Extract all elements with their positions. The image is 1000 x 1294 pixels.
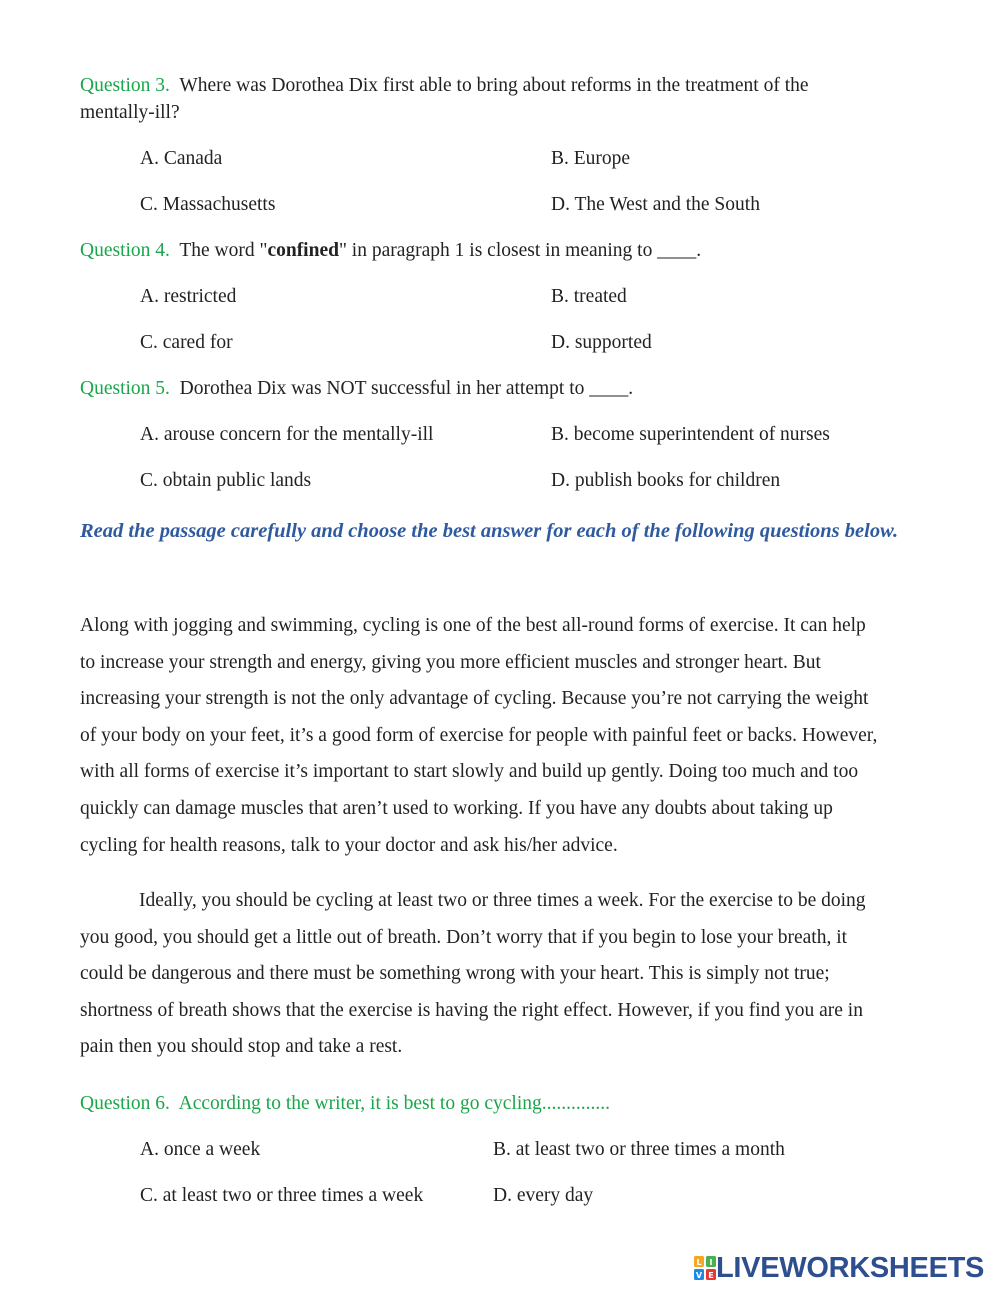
reading-passage-paragraph-2 [80,883,866,1066]
question-3-option-c[interactable]: C. Massachusetts [140,194,276,215]
logo-block-letter-e: E [708,1271,714,1280]
question-4-option-c[interactable]: C. cared for [140,332,233,353]
liveworksheets-logo [694,1253,984,1283]
question-3-option-a[interactable]: A. Canada [140,148,223,169]
question-5-text: Dorothea Dix was NOT successful in her attempt to ____. [179,378,634,399]
question-4-text-pre: The word " [179,240,268,261]
question-5-option-b[interactable]: B. become superintendent of nurses [551,424,830,445]
question-3-option-d[interactable]: D. The West and the South [551,194,760,215]
question-5-option-a[interactable]: A. arouse concern for the mentally-ill [140,424,434,445]
question-3-label: Question 3. [80,75,170,96]
passage-line: quickly can damage muscles that aren’t used to working. If you have any doubts about taking up [80,797,833,819]
question-6-option-a[interactable]: A. once a week [140,1139,261,1160]
liveworksheets-logo-text: LIVEWORKSHEETS [716,1252,985,1284]
question-4-line [80,240,701,262]
question-5-option-c[interactable]: C. obtain public lands [140,470,312,491]
question-4-option-a[interactable]: A. restricted [140,286,237,307]
logo-block-letter-l: L [696,1258,702,1267]
question-5-label: Question 5. [80,378,170,399]
question-4-label: Question 4. [80,240,170,261]
reading-passage-paragraph-1 [80,608,877,864]
passage-line: pain then you should stop and take a rest. [80,1036,403,1058]
question-6-option-c[interactable]: C. at least two or three times a week [140,1185,424,1206]
question-5-option-d[interactable]: D. publish books for children [551,470,781,491]
passage-line: Along with jogging and swimming, cycling is one of the best all-round forms of exercise. It can help [80,615,866,636]
question-6-line [80,1093,610,1115]
logo-block-letter-i: I [709,1258,713,1267]
liveworksheets-logo-icon [694,1256,716,1280]
passage-line: with all forms of exercise it’s important to start slowly and build up gently. Doing too much and too [80,761,859,783]
passage-line: cycling for health reasons, talk to your doctor and ask his/her advice. [80,834,618,856]
question-3-line-2: mentally-ill? [80,102,180,123]
question-4-keyword: confined [267,240,339,261]
question-6-label: Question 6. [80,1093,170,1114]
passage-line: you good, you should get a little out of breath. Don’t worry that if you begin to lose your breath, it [80,926,848,948]
passage-line: increasing your strength is not the only advantage of cycling. Because you’re not carrying the weight [80,688,869,710]
question-4-option-d[interactable]: D. supported [551,332,652,353]
passage-line: shortness of breath shows that the exercise is having the right effect. However, if you find you are in [80,999,863,1021]
question-6-option-d[interactable]: D. every day [493,1185,594,1206]
passage-line: to increase your strength and energy, giving you more efficient muscles and stronger heart. But [80,651,821,673]
passage-line: could be dangerous and there must be something wrong with your heart. This is simply not true; [80,963,830,985]
question-3-text: Where was Dorothea Dix first able to bring about reforms in the treatment of the [179,75,809,96]
passage-line: Ideally, you should be cycling at least two or three times a week. For the exercise to be doing [139,890,866,911]
question-5-line [80,378,633,400]
question-3-option-b[interactable]: B. Europe [551,148,631,169]
reading-instruction: Read the passage carefully and choose the best answer for each of the following questions below. [80,520,899,542]
question-3-line-1 [80,75,809,97]
question-4-option-b[interactable]: B. treated [551,286,627,307]
logo-block-letter-v: V [695,1271,703,1280]
question-6-text: According to the writer, it is best to go cycling.............. [178,1093,610,1114]
question-4-text-post: " in paragraph 1 is closest in meaning to ____. [338,240,702,261]
passage-line: of your body on your feet, it’s a good form of exercise for people with painful feet or backs. However, [80,724,878,746]
question-6-option-b[interactable]: B. at least two or three times a month [493,1139,785,1160]
